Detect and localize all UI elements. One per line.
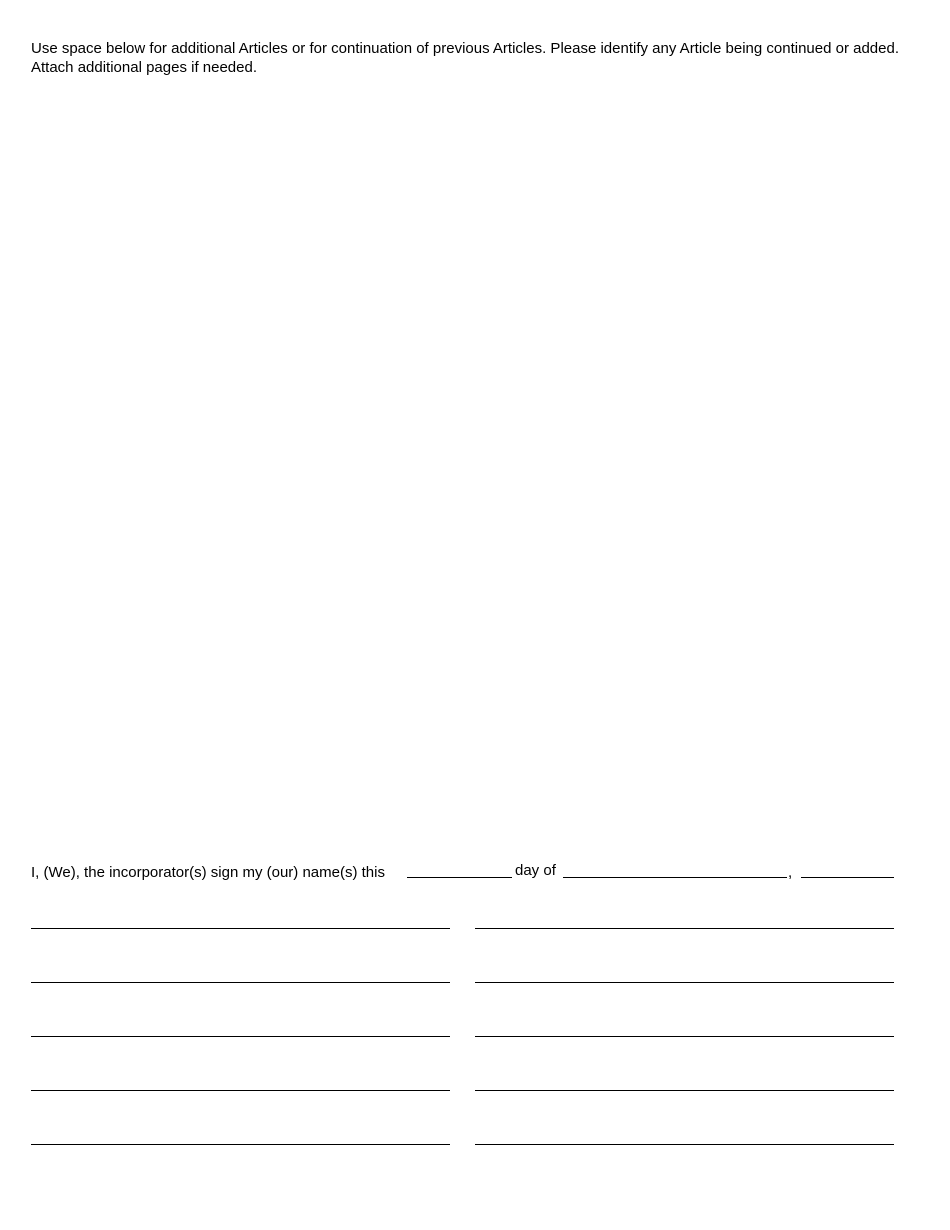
signature-line[interactable] bbox=[31, 1119, 450, 1145]
signature-line[interactable] bbox=[31, 903, 450, 929]
signature-line[interactable] bbox=[31, 1065, 450, 1091]
additional-articles-area[interactable] bbox=[31, 90, 895, 830]
signature-line[interactable] bbox=[475, 957, 894, 983]
month-field[interactable] bbox=[563, 860, 787, 878]
date-comma: , bbox=[788, 864, 793, 881]
day-of-label: day of bbox=[515, 862, 556, 879]
year-field[interactable] bbox=[801, 860, 894, 878]
day-field[interactable] bbox=[407, 860, 512, 878]
signature-statement: I, (We), the incorporator(s) sign my (our) name(s) this bbox=[31, 864, 385, 881]
signature-line[interactable] bbox=[475, 1119, 894, 1145]
signature-line[interactable] bbox=[31, 1011, 450, 1037]
signature-line[interactable] bbox=[475, 1065, 894, 1091]
instructions-text: Use space below for additional Articles or for continuation of previous Articles. Please identify any Article being continued or added. Attach additional pages if needed. bbox=[31, 40, 900, 76]
signature-line[interactable] bbox=[475, 903, 894, 929]
signature-line[interactable] bbox=[31, 957, 450, 983]
signature-line[interactable] bbox=[475, 1011, 894, 1037]
